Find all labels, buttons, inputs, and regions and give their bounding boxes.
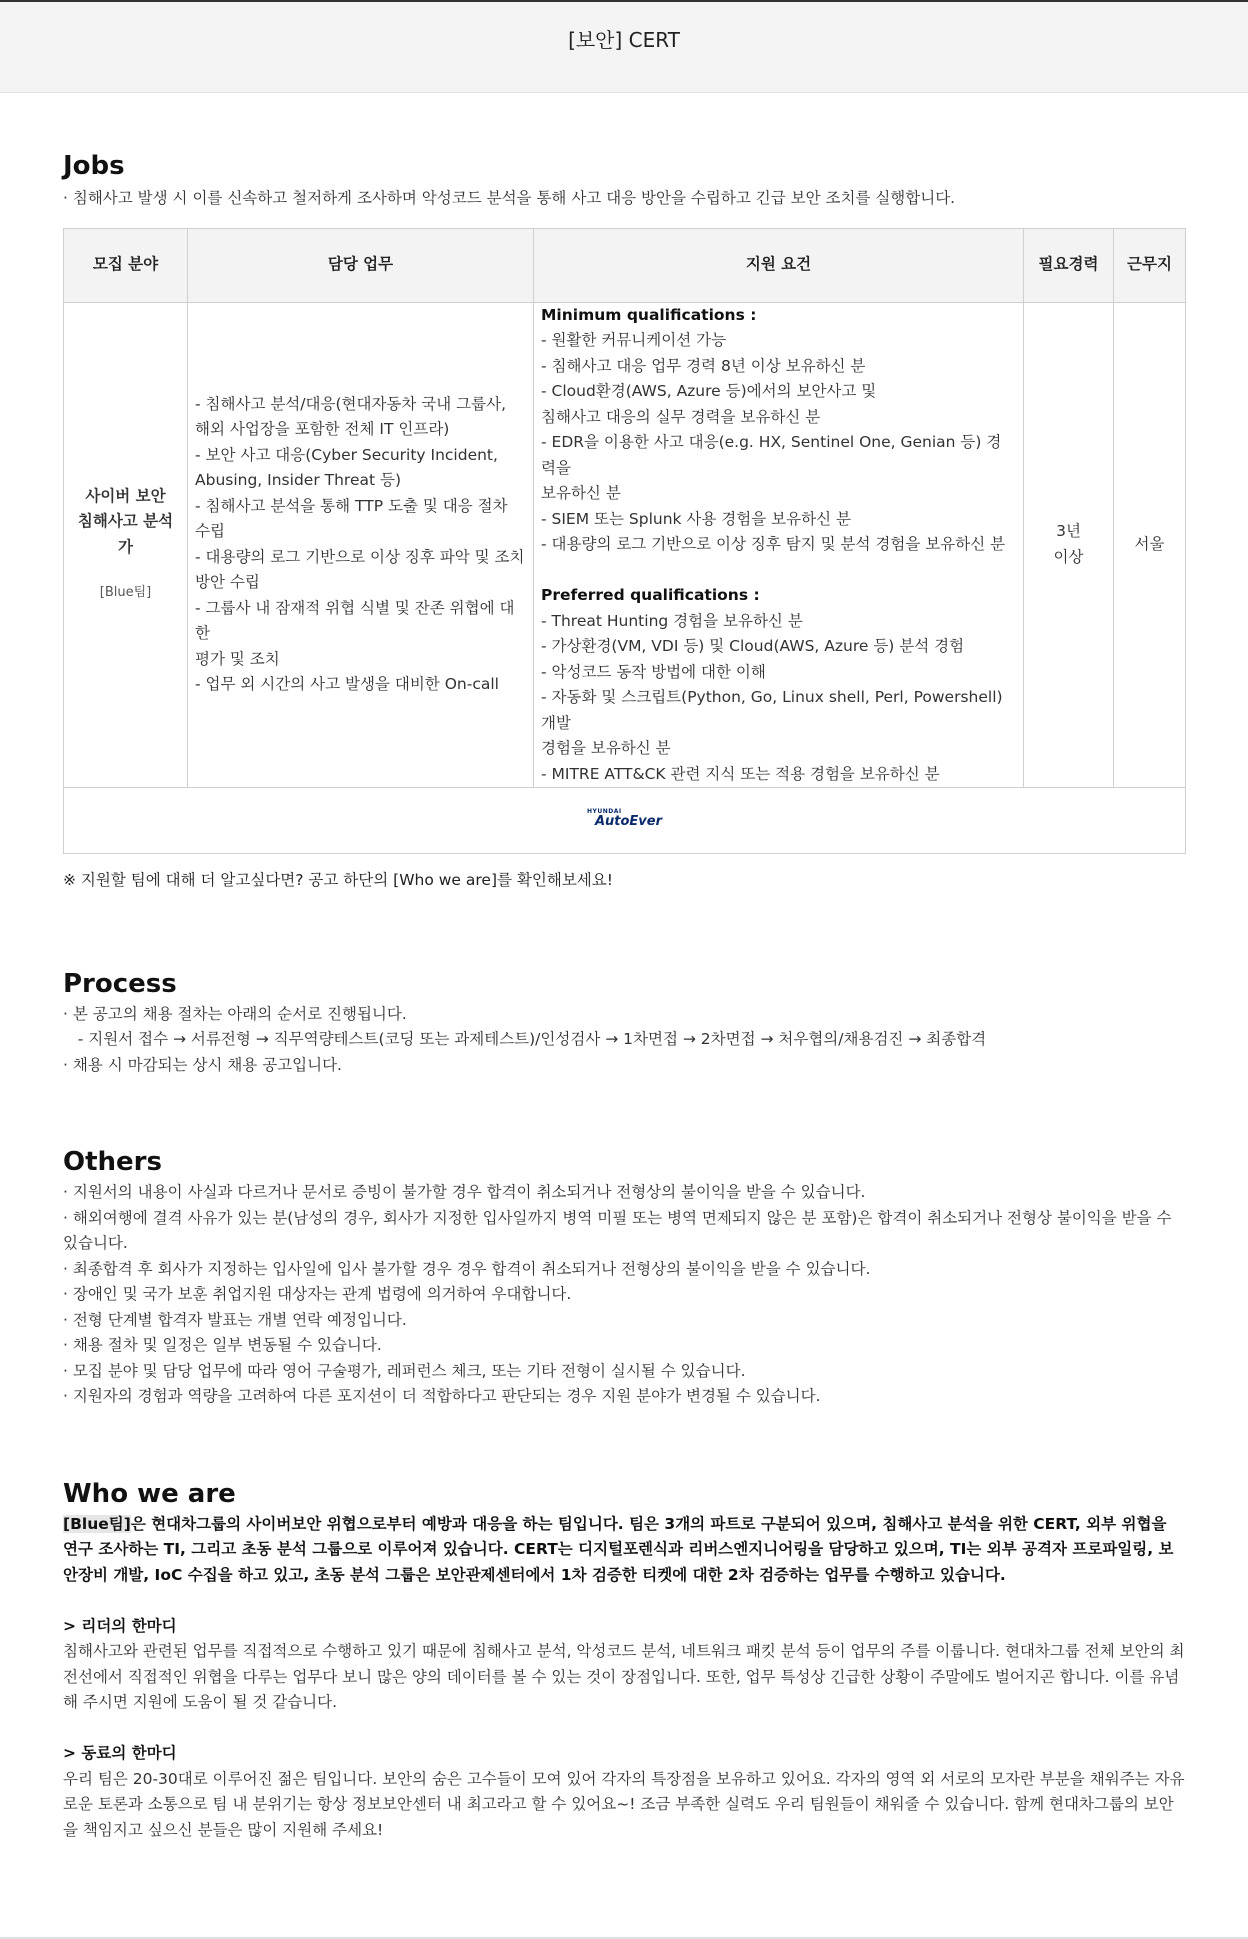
- others-line: · 지원서의 내용이 사실과 다르거나 문서로 증빙이 불가할 경우 합격이 취소되거나 전형상의 불이익을 받을 수 있습니다.: [63, 1183, 866, 1201]
- jobs-heading: Jobs: [63, 151, 125, 181]
- requirement-line: 보유하신 분: [541, 484, 621, 502]
- requirement-line: - 원활한 커뮤니케이션 가능: [541, 331, 727, 349]
- peer-heading: > 동료의 한마디: [63, 1744, 177, 1762]
- col-header-experience: 필요경력: [1024, 228, 1114, 302]
- experience-line2: 이상: [1053, 547, 1084, 566]
- field-title-line2: 침해사고 분석가: [77, 512, 174, 556]
- others-section: [63, 1144, 1185, 1410]
- process-line: · 채용 시 마감되는 상시 채용 공고입니다.: [63, 1055, 342, 1074]
- preferred-qualifications-heading: Preferred qualifications :: [541, 586, 760, 604]
- others-line: · 지원자의 경험과 역량을 고려하여 다른 포지션이 더 적합하다고 판단되는 경우 지원 분야가 변경될 수 있습니다.: [63, 1387, 821, 1405]
- process-section: [63, 966, 1185, 1079]
- col-header-requirements: 지원 요건: [534, 228, 1024, 302]
- duty-line: - 대용량의 로그 기반으로 이상 징후 파악 및 조치: [195, 547, 525, 566]
- requirement-line: - 대용량의 로그 기반으로 이상 징후 탐지 및 분석 경험을 보유하신 분: [541, 535, 1006, 553]
- others-line: · 해외여행에 결격 사유가 있는 분(남성의 경우, 회사가 지정한 입사일까지 병역 미필 또는 병역 면제되지 않은 분 포함)은 합격이 취소되거나 전형상 불이익을 받을 수 있습니다.: [63, 1208, 1172, 1252]
- others-line: · 채용 절차 및 일정은 일부 변동될 수 있습니다.: [63, 1336, 382, 1354]
- cell-requirements: [534, 302, 1024, 788]
- table-row: [64, 302, 1186, 788]
- who-summary: [63, 1512, 1185, 1589]
- who-we-are-section: [63, 1476, 1185, 1844]
- duty-line: 방안 수립: [195, 573, 260, 592]
- process-line: - 지원서 접수 → 서류전형 → 직무역량테스트(코딩 또는 과제테스트)/인성검사 → 1차면접 → 2차면접 → 처우협의/채용검진 → 최종합격: [63, 1030, 987, 1048]
- who-summary-text: 은 현대차그룹의 사이버보안 위협으로부터 예방과 대응을 하는 팀입니다. 팀은 3개의 파트로 구분되어 있으며, 침해사고 분석을 위한 CERT, 외부 위협을 연구 조사하는 TI, 그리고 초동 분석 그룹으로 이루어져 있습니다. CERT는 디지털포렌식과 리버스엔지니어링을 담당하고 있으며, TI는 외부 공격자 프로파일링, 보안장비 개발, IoC 수집을 하고 있고, 초동 분석 그룹은 보안관제센터에서 1차 검증한 티켓에 대한 2차 검증하는 업무를 수행하고 있습니다.: [63, 1514, 1174, 1584]
- min-qualifications-heading: Minimum qualifications :: [541, 305, 757, 324]
- duty-line: 수립: [195, 522, 225, 541]
- jobs-table: [63, 228, 1186, 855]
- spacer: [63, 1716, 1185, 1742]
- duty-line: 해외 사업장을 포함한 전체 IT 인프라): [195, 420, 450, 439]
- duty-line: 평가 및 조치: [195, 649, 280, 668]
- preferred-line: - 가상환경(VM, VDI 등) 및 Cloud(AWS, Azure 등) 분석 경험: [541, 637, 965, 655]
- duty-line: - 그룹사 내 잠재적 위협 식별 및 잔존 위협에 대한: [195, 598, 515, 643]
- others-heading: Others: [63, 1147, 162, 1177]
- process-heading: Process: [63, 968, 177, 999]
- requirement-line: - Cloud환경(AWS, Azure 등)에서의 보안사고 및: [541, 382, 877, 400]
- requirement-line: 침해사고 대응의 실무 경력을 보유하신 분: [541, 407, 821, 426]
- preferred-line: - MITRE ATT&CK 관련 지식 또는 적용 경험을 보유하신 분: [541, 764, 940, 783]
- cell-location: 서울: [1114, 302, 1186, 788]
- col-header-field: 모집 분야: [64, 228, 188, 302]
- team-tag: [Blue팀]: [99, 585, 152, 601]
- team-note: ※ 지원할 팀에 대해 더 알고싶다면? 공고 하단의 [Who we are]를 확인해보세요!: [63, 871, 613, 889]
- others-line: · 장애인 및 국가 보훈 취업지원 대상자는 관계 법령에 의거하여 우대합니다.: [63, 1285, 572, 1303]
- preferred-line: - 악성코드 동작 방법에 대한 이해: [541, 662, 766, 681]
- main-content: [63, 148, 1185, 1843]
- leader-heading: > 리더의 한마디: [63, 1616, 177, 1635]
- hyundai-autoever-logo: [587, 809, 662, 828]
- cell-experience: [1024, 302, 1114, 788]
- jobs-intro: · 침해사고 발생 시 이를 신속하고 철저하게 조사하며 악성코드 분석을 통해 사고 대응 방안을 수립하고 긴급 보안 조치를 실행합니다.: [63, 189, 956, 207]
- duty-line: Abusing, Insider Threat 등): [195, 471, 401, 490]
- spacer: [541, 558, 1016, 584]
- others-line: · 전형 단계별 합격자 발표는 개별 연락 예정입니다.: [63, 1310, 407, 1329]
- jobs-section: [63, 148, 1185, 894]
- preferred-line: - 자동화 및 스크립트(Python, Go, Linux shell, Perl, Powershell) 개발: [541, 688, 1003, 732]
- page-header: [0, 0, 1248, 93]
- logo-row: [64, 788, 1186, 854]
- peer-text: 우리 팀은 20-30대로 이루어진 젊은 팀입니다. 보안의 숨은 고수들이 모여 있어 각자의 특장점을 보유하고 있어요. 각자의 영역 외 서로의 모자란 부분을 채워주는 자유로운 토론과 소통으로 팀 내 분위기는 항상 정보보안센터 내 최고라고 할 수 있어요~! 조금 부족한 실력도 우리 팀원들이 채워줄 수 있습니다. 함께 현대차그룹의 보안을 책임지고 싶으신 분들은 많이 지원해 주세요!: [63, 1769, 1185, 1839]
- who-heading: Who we are: [63, 1478, 236, 1509]
- logo-cell: [64, 788, 1186, 854]
- duty-line: - 침해사고 분석을 통해 TTP 도출 및 대응 절차: [195, 496, 508, 515]
- others-line: · 모집 분야 및 담당 업무에 따라 영어 구술평가, 레퍼런스 체크, 또는 기타 전형이 실시될 수 있습니다.: [63, 1361, 746, 1380]
- cell-duties: [188, 302, 534, 788]
- experience-line1: 3년: [1056, 522, 1081, 541]
- others-line: · 최종합격 후 회사가 지정하는 입사일에 입사 불가할 경우 경우 합격이 취소되거나 전형상의 불이익을 받을 수 있습니다.: [63, 1259, 871, 1278]
- leader-text: 침해사고와 관련된 업무를 직접적으로 수행하고 있기 때문에 침해사고 분석, 악성코드 분석, 네트워크 패킷 분석 등이 업무의 주를 이룹니다. 현대차그룹 전체 보안의 최전선에서 직접적인 위협을 다루는 업무다 보니 많은 양의 데이터를 볼 수 있는 것이 장점입니다. 또한, 업무 특성상 긴급한 상황이 주말에도 벌어지곤 합니다. 이를 유념해 주시면 지원에 도움이 될 것 같습니다.: [63, 1642, 1185, 1711]
- team-highlight: [Blue팀]: [63, 1514, 131, 1533]
- spacer: [63, 1588, 1185, 1614]
- logo-line2: AutoEver: [594, 813, 663, 829]
- table-header-row: [64, 228, 1186, 302]
- requirement-line: - SIEM 또는 Splunk 사용 경험을 보유하신 분: [541, 509, 851, 528]
- requirement-line: - 침해사고 대응 업무 경력 8년 이상 보유하신 분: [541, 356, 866, 375]
- process-line: · 본 공고의 채용 절차는 아래의 순서로 진행됩니다.: [63, 1004, 407, 1023]
- duty-line: - 침해사고 분석/대응(현대자동차 국내 그룹사,: [195, 394, 507, 413]
- col-header-location: 근무지: [1114, 228, 1186, 302]
- duty-line: - 업무 외 시간의 사고 발생을 대비한 On-call: [195, 675, 499, 694]
- duty-line: - 보안 사고 대응(Cyber Security Incident,: [195, 445, 498, 464]
- preferred-line: - Threat Hunting 경험을 보유하신 분: [541, 611, 803, 630]
- logo-line1: HYUNDAI: [586, 807, 622, 815]
- cell-field: [64, 302, 188, 788]
- preferred-line: 경험을 보유하신 분: [541, 739, 671, 757]
- page-title: [보안] CERT: [568, 28, 680, 52]
- requirement-line: - EDR을 이용한 사고 대응(e.g. HX, Sentinel One, Genian 등) 경력을: [541, 433, 1002, 477]
- col-header-duties: 담당 업무: [188, 228, 534, 302]
- field-title-line1: 사이버 보안: [85, 486, 166, 505]
